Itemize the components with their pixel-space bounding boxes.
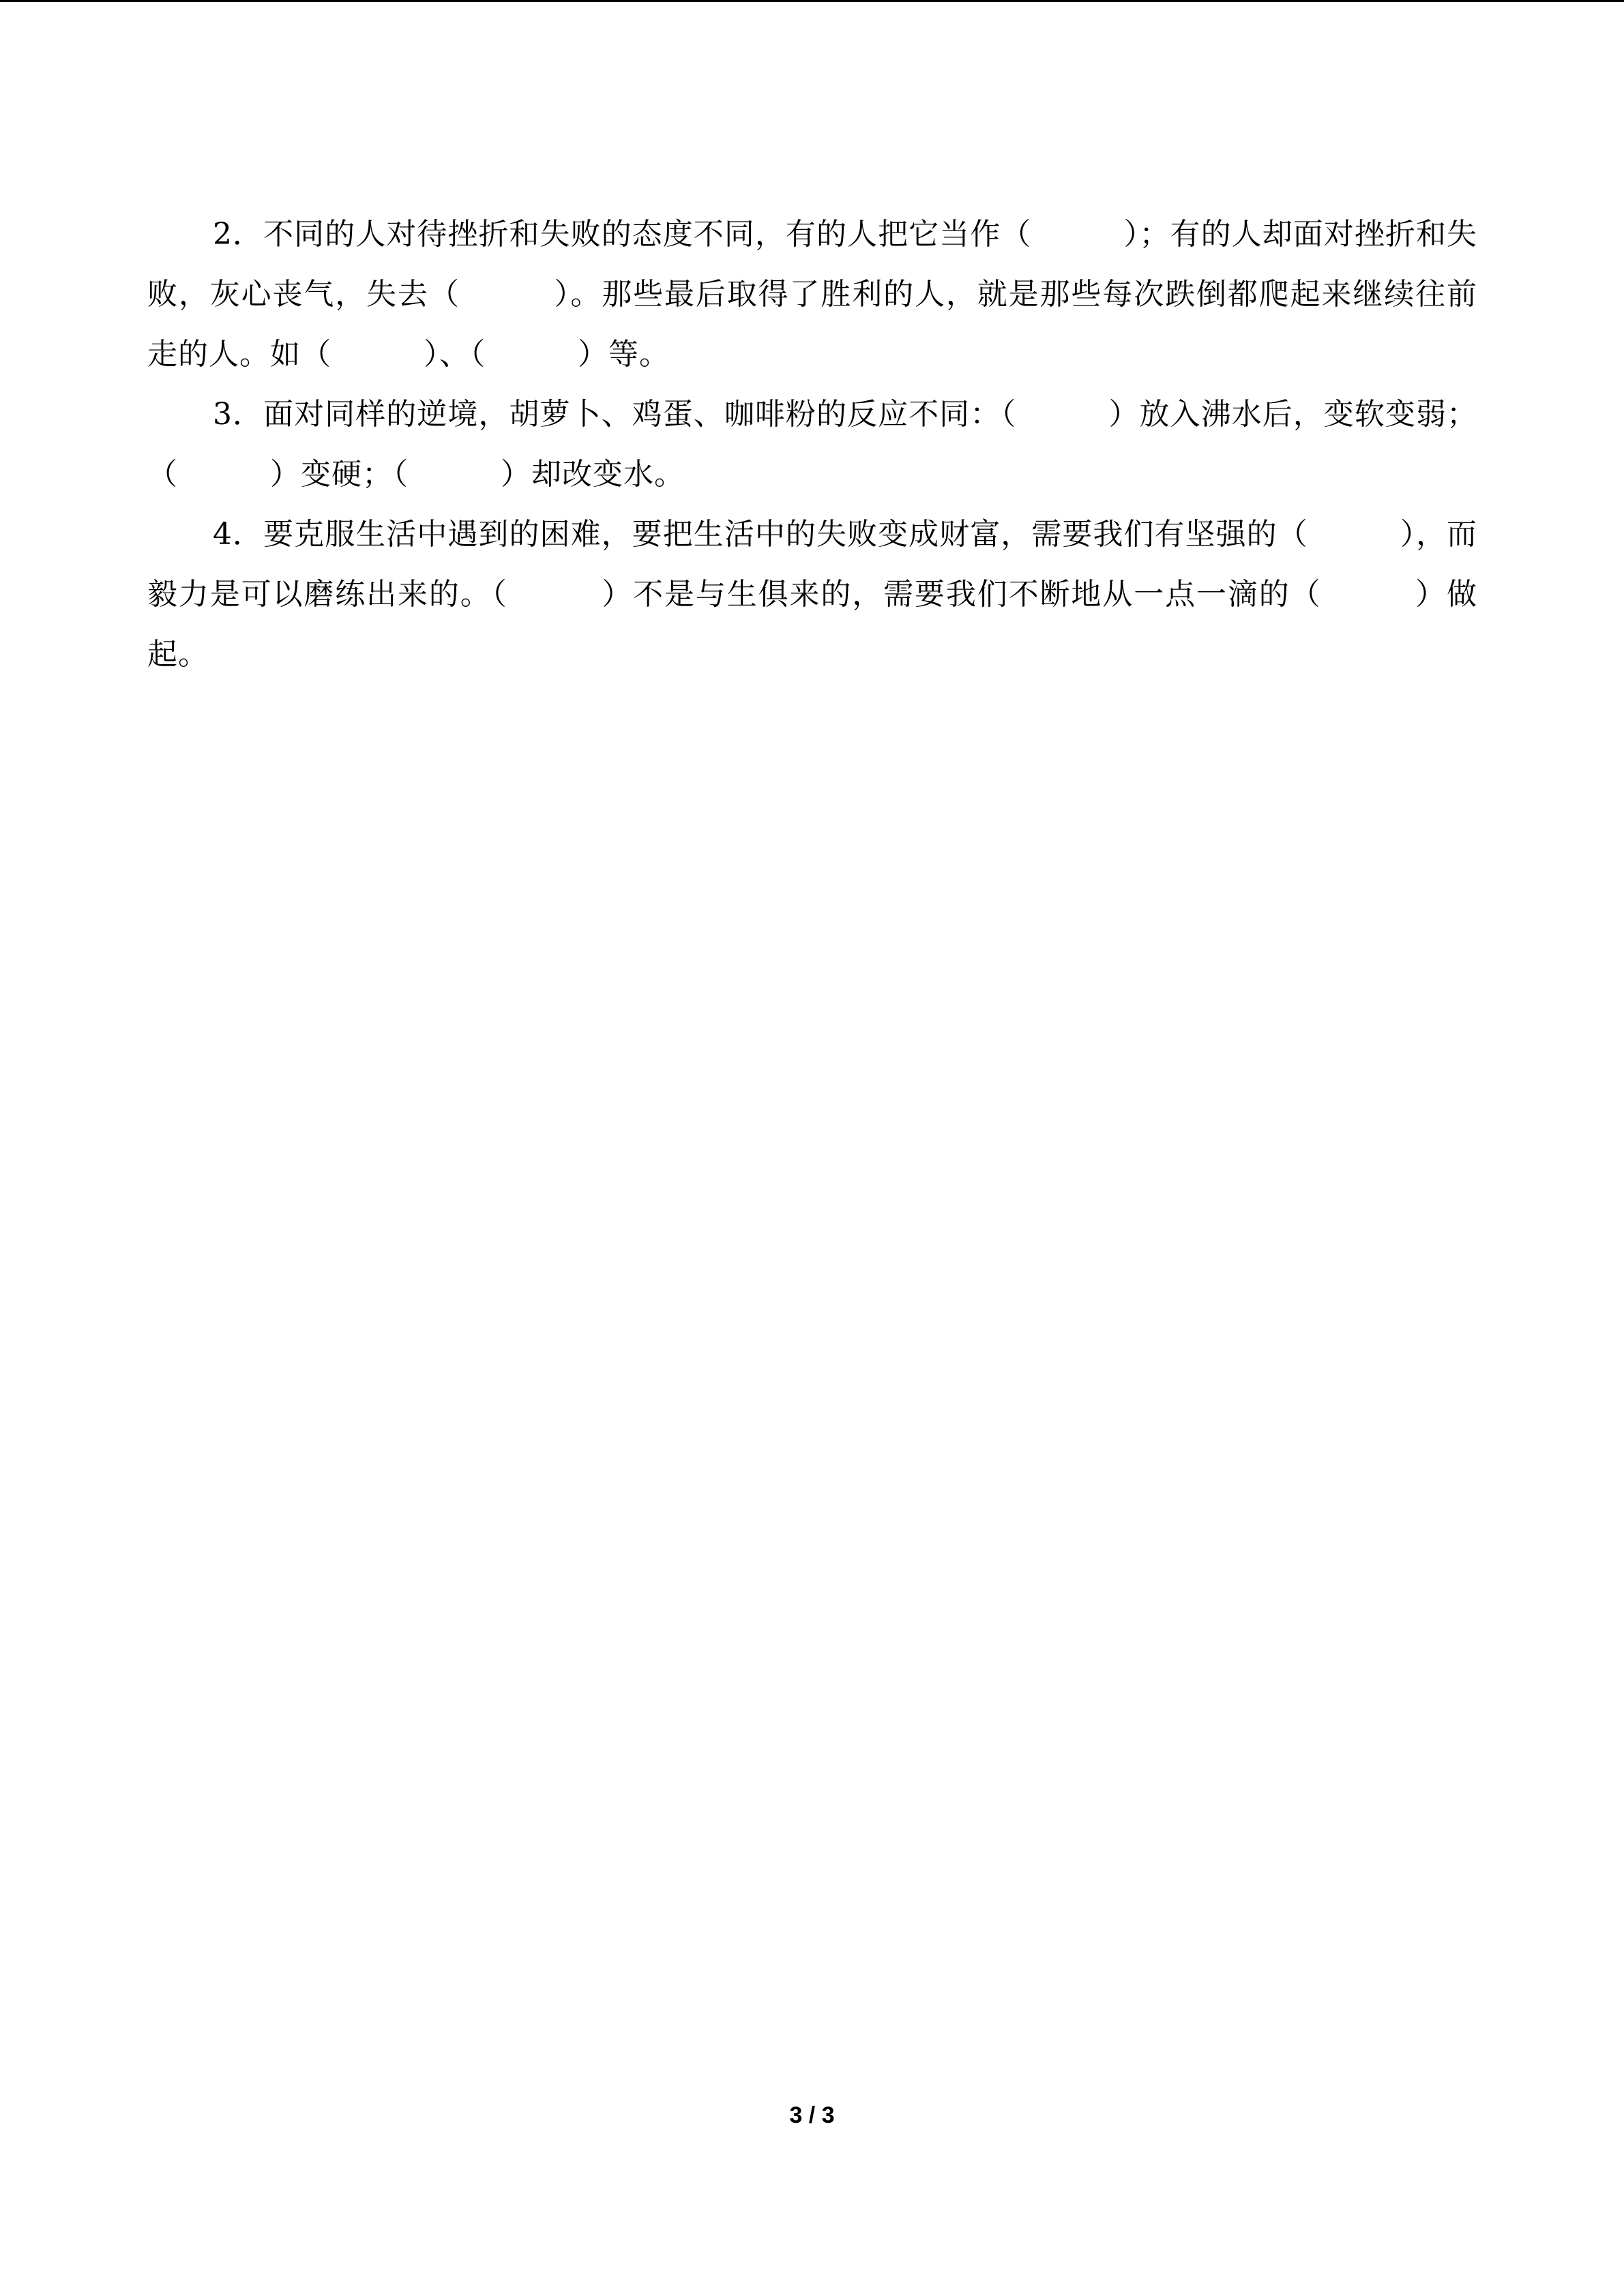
- question-4: 4．要克服生活中遇到的困难，要把生活中的失败变成财富，需要我们有坚强的（ ），而毅力是可以磨练出来的。（ ）不是与生俱来的，需要我们不断地从一点一滴的（ ）做起。: [147, 517, 1477, 672]
- question-3: 3．面对同样的逆境，胡萝卜、鸡蛋、咖啡粉的反应不同：（ ）放入沸水后，变软变弱；（ ）变硬；（ ）却改变水。: [147, 397, 1477, 492]
- question-list: [147, 205, 1477, 685]
- page-top-border: [0, 0, 1624, 2]
- page-number: 3 / 3: [789, 2102, 835, 2128]
- question-2: 2．不同的人对待挫折和失败的态度不同，有的人把它当作（ ）；有的人却面对挫折和失败，灰心丧气，失去（ ）。那些最后取得了胜利的人，就是那些每次跌倒都爬起来继续往前走的人。如（ ）、（ ）等。: [147, 217, 1477, 372]
